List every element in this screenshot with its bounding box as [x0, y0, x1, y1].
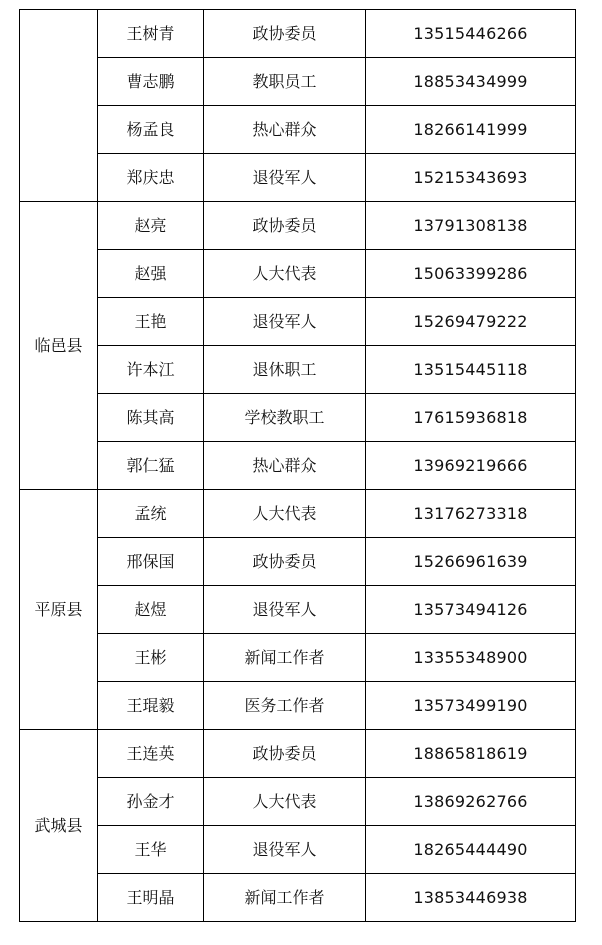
role-cell: 新闻工作者 [204, 874, 366, 922]
name-cell: 赵煜 [98, 586, 204, 634]
phone-cell: 13176273318 [366, 490, 576, 538]
role-cell: 退役军人 [204, 298, 366, 346]
phone-cell: 13869262766 [366, 778, 576, 826]
phone-cell: 13969219666 [366, 442, 576, 490]
table-row [20, 154, 576, 202]
role-cell: 政协委员 [204, 202, 366, 250]
table-row [20, 394, 576, 442]
name-cell: 陈其高 [98, 394, 204, 442]
table-row [20, 298, 576, 346]
table-row [20, 634, 576, 682]
table-row [20, 586, 576, 634]
name-cell: 王华 [98, 826, 204, 874]
phone-cell: 13573494126 [366, 586, 576, 634]
role-cell: 热心群众 [204, 106, 366, 154]
phone-cell: 13515446266 [366, 10, 576, 58]
phone-cell: 13573499190 [366, 682, 576, 730]
table-row [20, 826, 576, 874]
phone-cell: 15215343693 [366, 154, 576, 202]
name-cell: 王彬 [98, 634, 204, 682]
table-row [20, 202, 576, 250]
role-cell: 退役军人 [204, 826, 366, 874]
role-cell: 热心群众 [204, 442, 366, 490]
role-cell: 学校教职工 [204, 394, 366, 442]
name-cell: 郑庆忠 [98, 154, 204, 202]
role-cell: 政协委员 [204, 538, 366, 586]
name-cell: 赵亮 [98, 202, 204, 250]
name-cell: 赵强 [98, 250, 204, 298]
role-cell: 人大代表 [204, 250, 366, 298]
name-cell: 王琨毅 [98, 682, 204, 730]
phone-cell: 18266141999 [366, 106, 576, 154]
table-row [20, 490, 576, 538]
county-cell: 武城县 [20, 730, 98, 922]
phone-cell: 17615936818 [366, 394, 576, 442]
phone-cell: 13853446938 [366, 874, 576, 922]
role-cell: 教职员工 [204, 58, 366, 106]
supervisor-roster-table [19, 9, 576, 922]
table-row [20, 682, 576, 730]
table-row [20, 346, 576, 394]
phone-cell: 13515445118 [366, 346, 576, 394]
name-cell: 王艳 [98, 298, 204, 346]
role-cell: 政协委员 [204, 730, 366, 778]
table-row [20, 874, 576, 922]
table-row [20, 250, 576, 298]
table-row [20, 442, 576, 490]
phone-cell: 18865818619 [366, 730, 576, 778]
table-row [20, 10, 576, 58]
role-cell: 退休职工 [204, 346, 366, 394]
phone-cell: 13355348900 [366, 634, 576, 682]
name-cell: 王连英 [98, 730, 204, 778]
county-cell: 临邑县 [20, 202, 98, 490]
role-cell: 退役军人 [204, 586, 366, 634]
name-cell: 孟统 [98, 490, 204, 538]
name-cell: 王明晶 [98, 874, 204, 922]
phone-cell: 18853434999 [366, 58, 576, 106]
name-cell: 杨孟良 [98, 106, 204, 154]
role-cell: 人大代表 [204, 490, 366, 538]
name-cell: 王树青 [98, 10, 204, 58]
table-row [20, 730, 576, 778]
name-cell: 孙金才 [98, 778, 204, 826]
county-cell: 平原县 [20, 490, 98, 730]
phone-cell: 15269479222 [366, 298, 576, 346]
table-row [20, 58, 576, 106]
name-cell: 许本江 [98, 346, 204, 394]
phone-cell: 18265444490 [366, 826, 576, 874]
table-row [20, 538, 576, 586]
role-cell: 政协委员 [204, 10, 366, 58]
table-row [20, 106, 576, 154]
role-cell: 新闻工作者 [204, 634, 366, 682]
roster-table-body [20, 10, 576, 922]
name-cell: 邢保国 [98, 538, 204, 586]
phone-cell: 15266961639 [366, 538, 576, 586]
name-cell: 郭仁猛 [98, 442, 204, 490]
role-cell: 人大代表 [204, 778, 366, 826]
phone-cell: 13791308138 [366, 202, 576, 250]
name-cell: 曹志鹏 [98, 58, 204, 106]
role-cell: 医务工作者 [204, 682, 366, 730]
role-cell: 退役军人 [204, 154, 366, 202]
county-cell [20, 10, 98, 202]
table-row [20, 778, 576, 826]
phone-cell: 15063399286 [366, 250, 576, 298]
